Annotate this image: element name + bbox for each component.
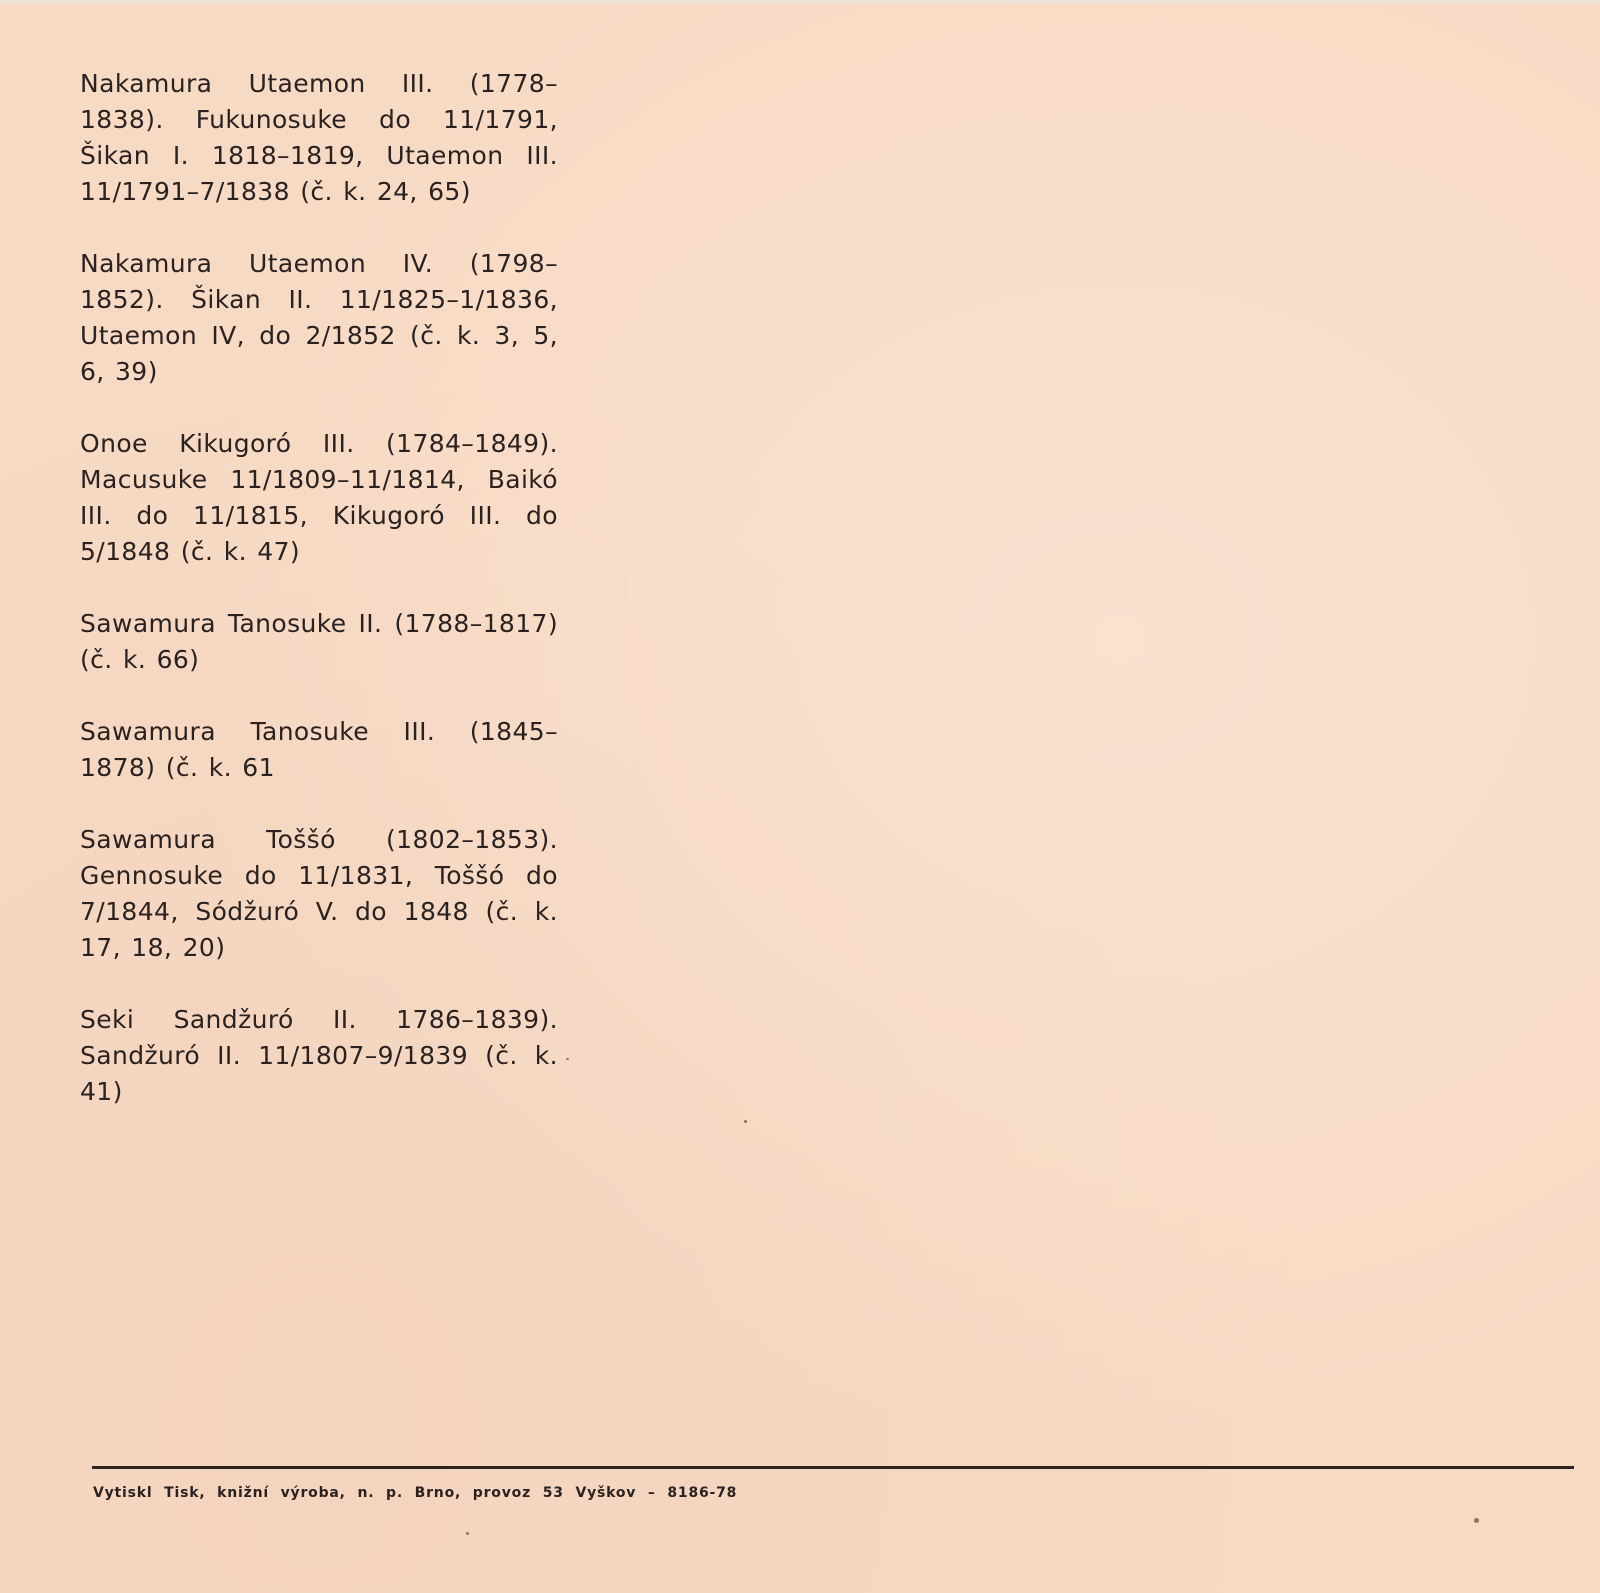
- paper-speck: [566, 1058, 569, 1060]
- actor-entry: Onoe Kikugoró III. (1784–1849). Macusuke 11/1809–11/1814, Baikó III. do 11/1815, Kikugoró III. do 5/1848 (č. k. 47): [80, 429, 558, 566]
- printer-imprint: Vytiskl Tisk, knižní výroba, n. p. Brno, provoz 53 Vyškov – 8186-78: [93, 1485, 738, 1501]
- actor-entry: Nakamura Utaemon III. (1778–1838). Fukunosuke do 11/1791, Šikan I. 1818–1819, Utaemon III. 11/1791–7/1838 (č. k. 24, 65): [80, 69, 558, 206]
- paper-speck: [466, 1532, 469, 1535]
- actor-index-list: [80, 66, 558, 1146]
- actor-entry: Sawamura Tanosuke II. (1788–1817) (č. k. 66): [80, 609, 558, 674]
- paper-speck: [744, 1120, 747, 1123]
- actor-entry: Sawamura Toššó (1802–1853). Gennosuke do 11/1831, Toššó do 7/1844, Sódžuró V. do 1848 (č. k. 17, 18, 20): [80, 825, 558, 962]
- footer-rule: [92, 1466, 1574, 1469]
- page-top-edge: [0, 0, 1600, 6]
- actor-entry: Seki Sandžuró II. 1786–1839). Sandžuró II. 11/1807–9/1839 (č. k. 41): [80, 1005, 558, 1106]
- actor-entry: Nakamura Utaemon IV. (1798–1852). Šikan II. 11/1825–1/1836, Utaemon IV, do 2/1852 (č. k. 3, 5, 6, 39): [80, 249, 558, 386]
- actor-entry: Sawamura Tanosuke III. (1845–1878) (č. k. 61: [80, 717, 558, 782]
- paper-speck: [1474, 1518, 1479, 1523]
